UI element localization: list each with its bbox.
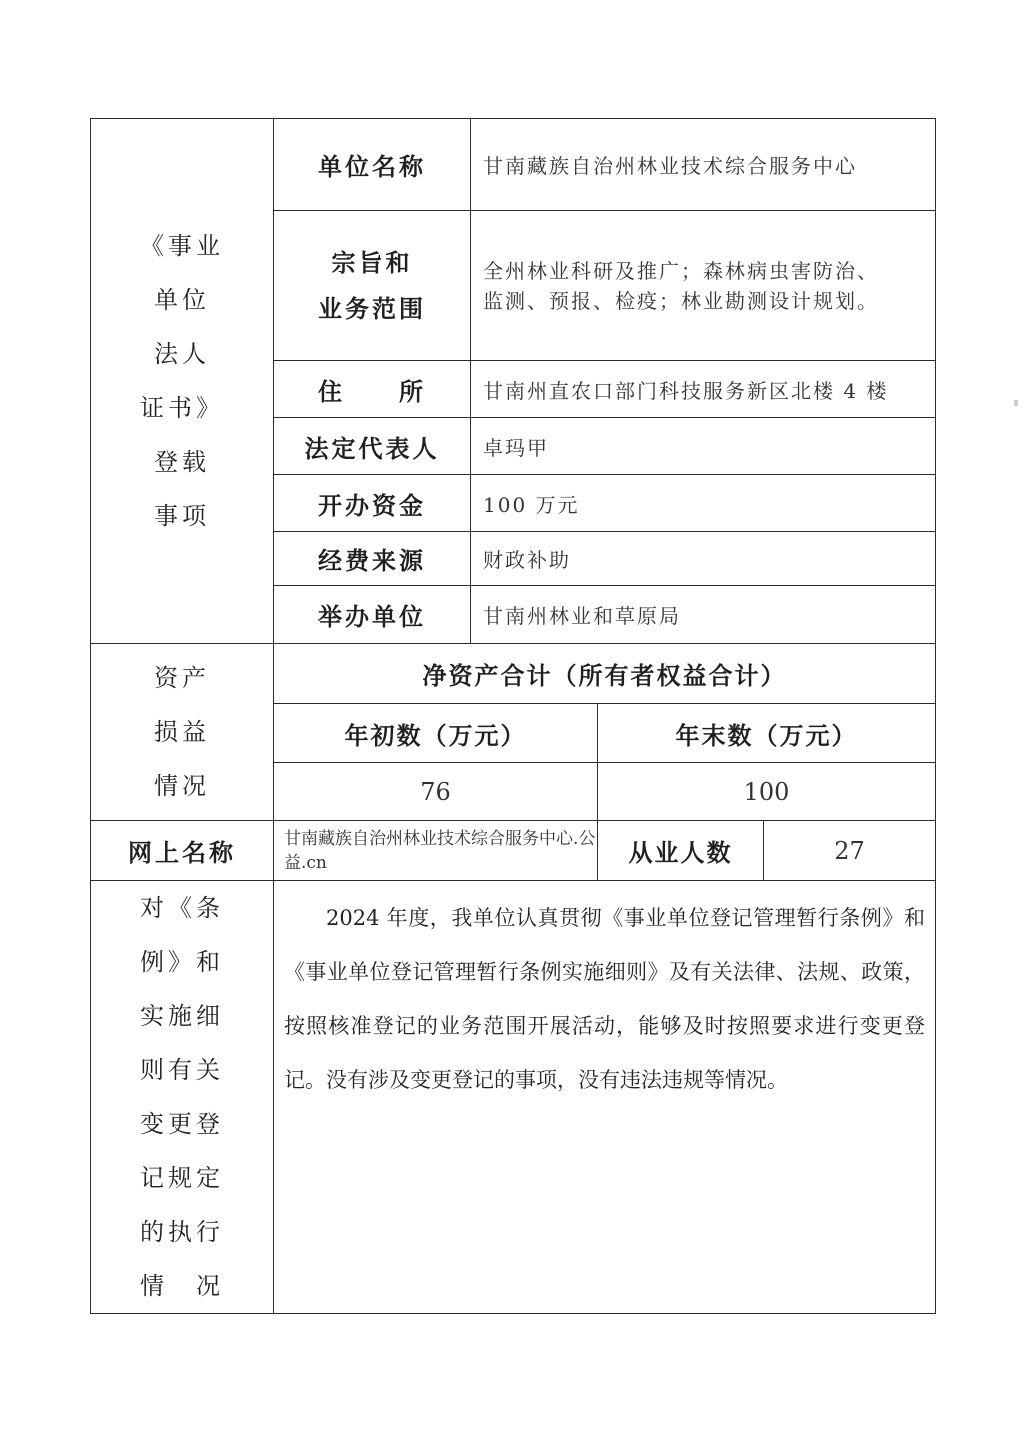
address-label: 住 所 (274, 361, 471, 418)
section-line: 《事业 (140, 232, 224, 260)
capital-label: 开办资金 (274, 475, 471, 532)
section-line: 情况 (154, 772, 210, 800)
net-assets-header: 净资产合计（所有者权益合计） (274, 644, 936, 704)
online-name-label: 网上名称 (91, 821, 274, 881)
purpose-value (471, 211, 936, 361)
sponsor-value: 甘南州林业和草原局 (471, 586, 936, 644)
section-line: 实施细 (140, 1002, 224, 1030)
legal-rep-value: 卓玛甲 (471, 418, 936, 475)
section-line: 损益 (154, 718, 210, 746)
section-line: 的执行 (140, 1218, 224, 1246)
capital-value: 100 万元 (471, 475, 936, 532)
unit-name-value: 甘南藏族自治州林业技术综合服务中心 (471, 119, 936, 211)
row-execution (91, 881, 936, 1314)
section-line: 事项 (154, 502, 210, 530)
legal-rep-label: 法定代表人 (274, 418, 471, 475)
section-line: 证书》 (140, 394, 224, 422)
section-line: 变更登 (140, 1110, 224, 1138)
address-value: 甘南州直农口部门科技服务新区北楼 4 楼 (471, 361, 936, 418)
execution-text: 2024 年度，我单位认真贯彻《事业单位登记管理暂行条例》和《事业单位登记管理暂行条例实施细则》及有关法律、法规、政策，按照核准登记的业务范围开展活动，能够及时按照要求进行变更登记。没有涉及变更登记的事项，没有违法违规等情况。 (274, 881, 936, 1314)
year-end-label: 年末数（万元） (598, 704, 936, 763)
purpose-value-line1: 全州林业科研及推广；森林病虫害防治、 (483, 258, 879, 283)
purpose-label (274, 211, 471, 361)
year-begin-value: 76 (274, 763, 598, 821)
purpose-label-line1: 宗旨和 (331, 247, 413, 277)
sponsor-label: 举办单位 (274, 586, 471, 644)
section-label-registration (91, 119, 274, 644)
section-label-assets (91, 644, 274, 821)
funding-label: 经费来源 (274, 532, 471, 586)
section-line: 登载 (154, 448, 210, 476)
section-label-execution (91, 881, 274, 1314)
scan-speck (1014, 400, 1018, 406)
row-net-assets-header (91, 644, 936, 704)
section-line: 法人 (154, 340, 210, 368)
funding-value: 财政补助 (471, 532, 936, 586)
row-unit-name (91, 119, 936, 211)
year-begin-label: 年初数（万元） (274, 704, 598, 763)
staff-count-value: 27 (764, 821, 936, 881)
section-line: 情 况 (140, 1272, 224, 1300)
section-line: 对《条 (140, 894, 224, 922)
row-online-name (91, 821, 936, 881)
section-line: 记规定 (140, 1164, 224, 1192)
registration-form-table (90, 118, 936, 1314)
section-line: 资产 (154, 664, 210, 692)
staff-count-label: 从业人数 (598, 821, 764, 881)
section-line: 则有关 (140, 1056, 224, 1084)
purpose-value-line2: 监测、预报、检疫；林业勘测设计规划。 (483, 288, 879, 313)
online-name-value: 甘南藏族自治州林业技术综合服务中心.公益.cn (274, 821, 598, 881)
section-line: 例》和 (140, 948, 224, 976)
unit-name-label: 单位名称 (274, 119, 471, 211)
section-line: 单位 (154, 286, 210, 314)
purpose-label-line2: 业务范围 (318, 293, 426, 323)
year-end-value: 100 (598, 763, 936, 821)
